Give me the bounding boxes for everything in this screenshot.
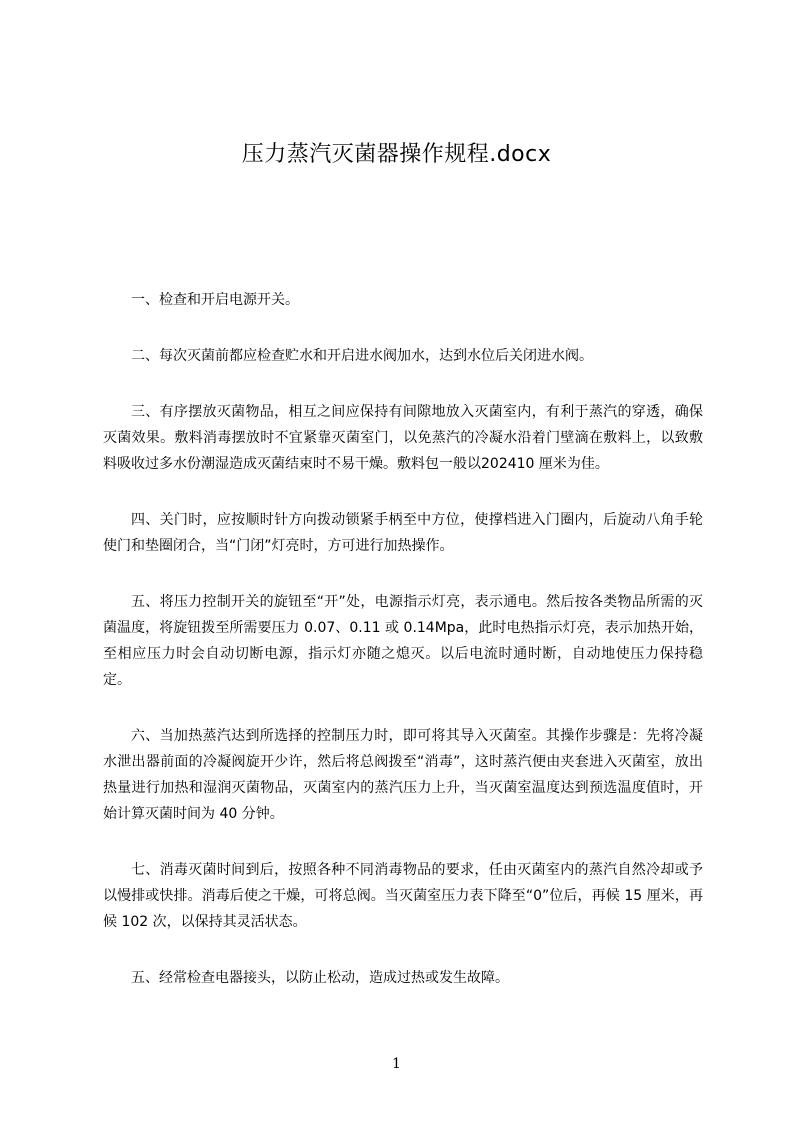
document-title: 压力蒸汽灭菌器操作规程.docx — [241, 142, 552, 167]
paragraph-8: 五、经常检查电器接头，以防止松动，造成过热或发生故障。 — [131, 970, 509, 986]
page-number: 1 — [392, 1056, 401, 1072]
paragraph-3: 三、有序摆放灭菌物品，相互之间应保持有间隙地放入灭菌室内，有利于蒸汽的穿透，确保灭菌效果。敷料消毒摆放时不宜紧靠灭菌室门，以免蒸汽的冷凝水沿着门壁滴在敷料上，以致敷料吸收过多水份潮湿造成灭菌结束时不易干燥。敷料包一般以202410 厘米为佳。 — [103, 404, 703, 472]
paragraph-6: 六、当加热蒸汽达到所选择的控制压力时，即可将其导入灭菌室。其操作步骤是：先将冷凝水泄出器前面的冷凝阀旋开少许，然后将总阀拨至“消毒”，这时蒸汽便由夹套进入灭菌室，放出热量进行加热和湿润灭菌物品，灭菌室内的蒸汽压力上升，当灭菌室温度达到预选温度值时，开始计算灭菌时间为 40 分钟。 — [103, 728, 703, 822]
document-body — [103, 287, 703, 991]
paragraph-5: 五、将压力控制开关的旋钮至“开”处，电源指示灯亮，表示通电。然后按各类物品所需的灭菌温度，将旋钮拨至所需要压力 0.07、0.11 或 0.14Mpa，此时电热指示灯亮，表示加热开始，至相应压力时会自动切断电源，指示灯亦随之熄灭。以后电流时通时断，自动地使压力保持稳定。 — [103, 594, 703, 688]
paragraph-7: 七、消毒灭菌时间到后，按照各种不同消毒物品的要求，任由灭菌室内的蒸汽自然冷却或予以慢排或快排。消毒后使之干燥，可将总阀。当灭菌室压力表下降至“0”位后，再候 15 厘米，再候 102 次，以保持其灵活状态。 — [103, 862, 703, 930]
paragraph-1: 一、检查和开启电源开关。 — [131, 292, 299, 308]
paragraph-4: 四、关门时，应按顺时针方向拨动锁紧手柄至中方位，使撑档进入门圈内，后旋动八角手轮使门和垫圈闭合，当“门闭”灯亮时，方可进行加热操作。 — [103, 512, 703, 554]
paragraph-2: 二、每次灭菌前都应检查贮水和开启进水阀加水，达到水位后关闭进水阀。 — [131, 348, 593, 364]
